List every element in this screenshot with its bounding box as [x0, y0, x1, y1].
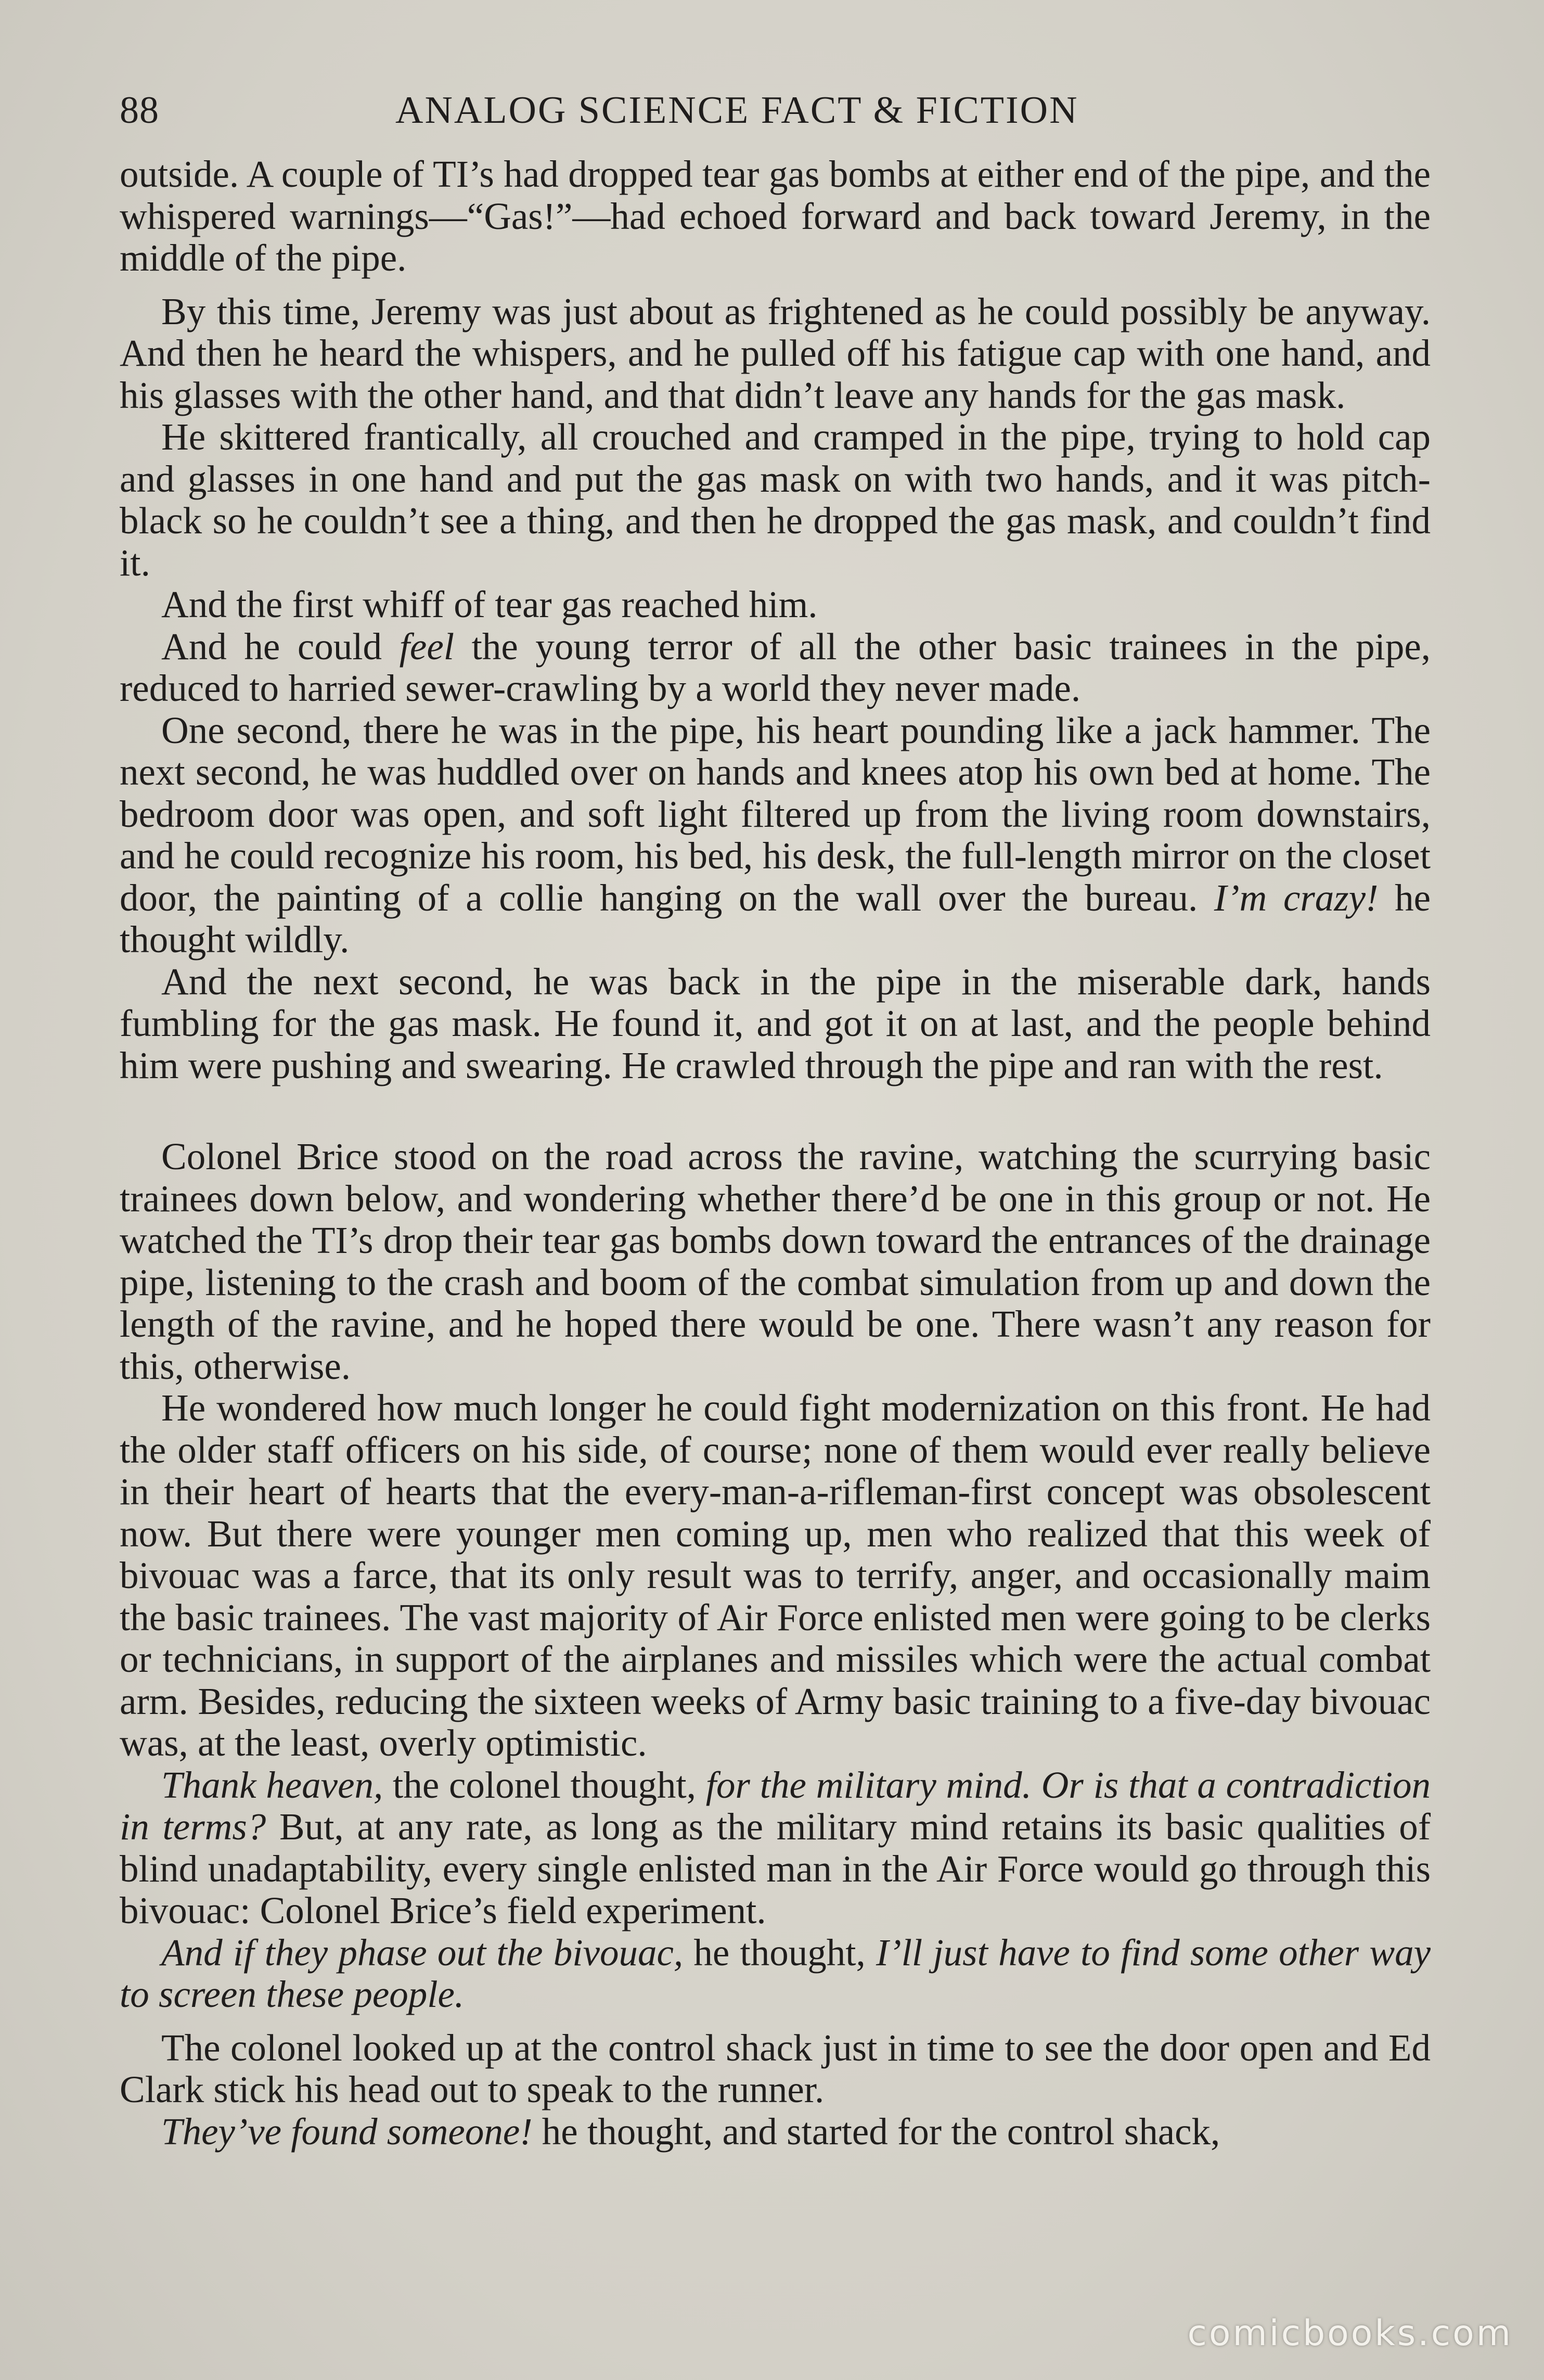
story-text [120, 153, 1431, 2153]
italic-text: Thank heaven, [161, 1763, 383, 1806]
paragraph: He skittered frantically, all crouched and cramped in the pipe, trying to hold cap and glasses in one hand and put the gas mask on with two hands, and it was pitch-black so he couldn’t see a thing, and then he dropped the gas mask, and couldn’t find it. [120, 416, 1431, 584]
text-run: the young terror of all the other basic trainees in the pipe, reduced to harried sewer-crawling by a world they never made. [120, 625, 1431, 709]
paragraph: He wondered how much longer he could fight modernization on this front. He had the older staff officers on his side, of course; none of them would ever really believe in their heart of hearts that the every-man-a-rifleman-first concept was obsolescent now. But there were younger men coming up, men who realized that this week of bivouac was a farce, that its only result was to terrify, anger, and occasionally maim the basic trainees. The vast majority of Air Force enlisted men were going to be clerks or technicians, in support of the airplanes and missiles which were the actual combat arm. Besides, reducing the sixteen weeks of Army basic training to a five-day bivouac was, at the least, overly optimistic. [120, 1387, 1431, 1764]
text-run: the colonel thought, [383, 1763, 706, 1806]
page-header [120, 83, 1431, 146]
text-run: he thought wildly. [120, 876, 1431, 961]
paragraph: And the first whiff of tear gas reached him. [161, 583, 818, 625]
italic-text: And if they phase out the bivouac, [161, 1931, 684, 1974]
paragraph [120, 626, 1431, 710]
text-run: he thought, and started for the control shack, [532, 2110, 1220, 2153]
italic-text: They’ve found someone! [161, 2110, 533, 2153]
watermark: comicbooks.com [1187, 2313, 1513, 2354]
paragraph: Colonel Brice stood on the road across the ravine, watching the scurrying basic trainees down below, and wondering whether there’d be one in this group or not. He watched the TI’s drop their tear gas bombs down toward the entrances of the drainage pipe, listening to the crash and boom of the combat simulation from up and down the length of the ravine, and he hoped there would be one. There wasn’t any reason for this, otherwise. [120, 1135, 1431, 1387]
italic-text: I’ll just have to find some other way to screen these people. [120, 1931, 1431, 2015]
paragraph [120, 1932, 1431, 2016]
paragraph: And the next second, he was back in the pipe in the miserable dark, hands fumbling for the gas mask. He found it, and got it on at last, and the people behind him were pushing and swearing. He crawled through the pipe and ran with the rest. [120, 960, 1431, 1086]
text-run: And he could [161, 625, 400, 668]
paragraph [120, 1764, 1431, 1932]
page-number: 88 [120, 89, 159, 132]
italic-text: for the military mind. Or is that a contradiction in terms? [120, 1763, 1431, 1848]
paragraph: The colonel looked up at the control shack just in time to see the door open and Ed Clark stick his head out to speak to the runner. [120, 2026, 1431, 2110]
running-title: ANALOG SCIENCE FACT & FICTION [395, 89, 1079, 132]
section-break [120, 1086, 1431, 1136]
paragraph: By this time, Jeremy was just about as frightened as he could possibly be anyway. And then he heard the whispers, and he pulled off his fatigue cap with one hand, and his glasses with the other hand, and that didn’t leave any hands for the gas mask. [120, 290, 1431, 416]
paragraph [120, 2111, 1431, 2153]
text-run: he thought, [683, 1931, 876, 1974]
text-run: One second, there he was in the pipe, his heart pounding like a jack hammer. The next second, he was huddled over on hands and knees atop his own bed at home. The bedroom door was open, and soft light filtered up from the living room downstairs, and he could recognize his room, his bed, his desk, the full-length mirror on the closet door, the painting of a collie hanging on the wall over the bureau. [120, 709, 1431, 919]
italic-text: feel [399, 625, 455, 668]
text-run: But, at any rate, as long as the military mind retains its basic qualities of blind unadaptability, every single enlisted man in the Air Force would go through this bivouac: Colonel Brice’s field experiment. [120, 1806, 1431, 1931]
paragraph: outside. A couple of TI’s had dropped tear gas bombs at either end of the pipe, and the whispered warnings—“Gas!”—had echoed forward and back toward Jeremy, in the middle of the pipe. [120, 153, 1431, 279]
italic-text: I’m crazy! [1214, 876, 1379, 919]
paragraph [120, 710, 1431, 961]
